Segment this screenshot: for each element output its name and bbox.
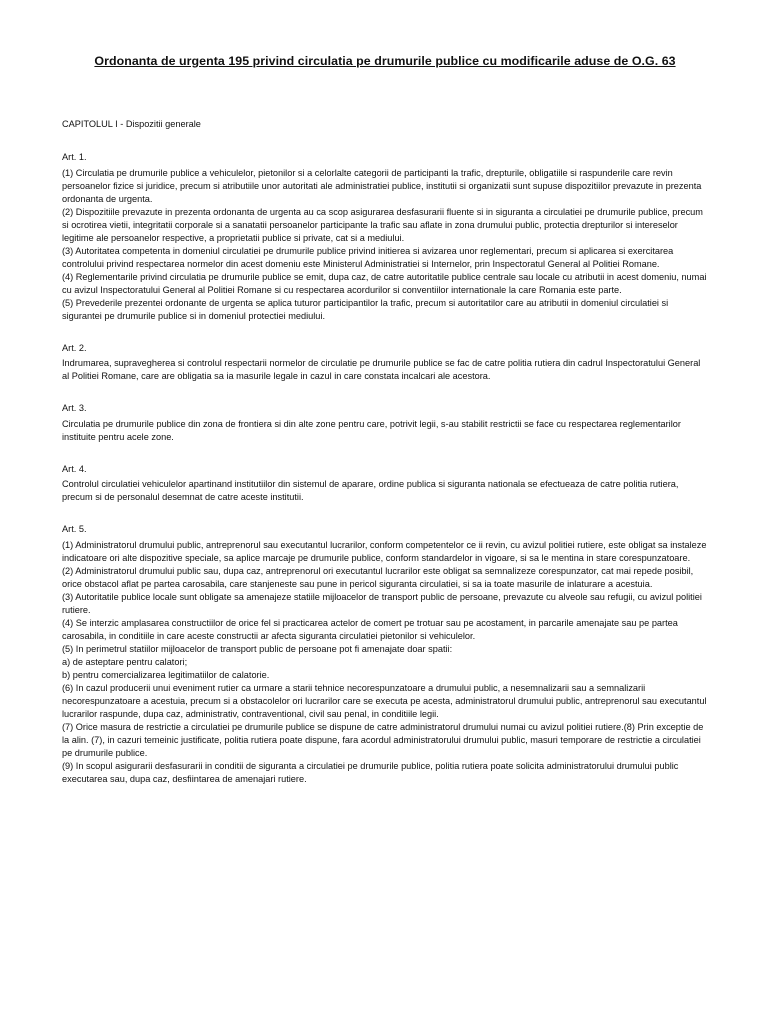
article-paragraph: b) pentru comercializarea legitimatiilor de calatorie. [62, 669, 270, 680]
article-paragraph: (3) Autoritatile publice locale sunt obligate sa amenajeze statiile mijloacelor de transport public de persoane, prevazute cu alveole sau refugii, cu avizul politiei rutiere. [62, 591, 702, 615]
article-4 [62, 463, 708, 505]
article-3 [62, 402, 708, 444]
article-paragraph: (2) Dispozitiile prevazute in prezenta ordonanta de urgenta au ca scop asigurarea desfasurarii fluente si in siguranta a circulatiei pe drumurile publice, precum si ocrotirea vietii, integritatii corporale si a sanatatii persoanelor participante la trafic sau aflate in zona drumului public, protectia drepturilor si intereselor legitime ale persoanelor respective, a proprietatii publice si private, cat si a mediului. [62, 206, 703, 243]
article-paragraph: (9) In scopul asigurarii desfasurarii in conditii de siguranta a circulatiei pe drumurile publice, politia rutiera poate solicita administratorului drumului public executarea sau, dupa caz, desfiintarea de amenajari rutiere. [62, 760, 679, 784]
article-paragraph: Indrumarea, supravegherea si controlul respectarii normelor de circulatie pe drumurile publice se fac de catre politia rutiera din cadrul Inspectoratului General al Politiei Romane, care are obligatia sa ia masurile legale in cazul in care constata incalcari ale acestora. [62, 358, 701, 382]
article-paragraph: (4) Se interzic amplasarea constructiilor de orice fel si practicarea actelor de comert pe trotuar sau pe acostament, in parcarile amenajate sau pe partea carosabila, in conditiile in care aceste constructii ar afecta siguranta circulatiei pietonilor si vehiculelor. [62, 617, 678, 641]
article-paragraph: (5) Prevederile prezentei ordonante de urgenta se aplica tuturor participantilor la trafic, precum si autoritatilor care au atributii in domeniul circulatiei si sigurantei pe drumurile publice si in domeniul protectiei mediului. [62, 297, 669, 321]
article-heading: Art. 5. [62, 524, 87, 535]
article-heading: Art. 1. [62, 152, 87, 162]
article-heading: Art. 3. [62, 403, 87, 414]
article-paragraph: (2) Administratorul drumului public sau, dupa caz, antreprenorul ori executantul lucrarilor este obligat sa semnalizeze corespunzator, cat mai repede posibil, orice obstacol aflat pe partea carosabila, care stanjeneste sau pune in pericol siguranta circulatiei, si sa ia toate masurile de inlaturare a acestuia. [62, 565, 694, 589]
article-paragraph: (1) Administratorul drumului public, antreprenorul sau executantul lucrarilor, conform competentelor ce ii revin, cu avizul politiei rutiere, este obligat sa instaleze indicatoare ori alte dispozitive speciale, sa aplice marcaje pe drumurile publice, conform standardelor in vigoare, si sa le mentina in stare corespunzatoare. [62, 539, 707, 563]
article-paragraph: (3) Autoritatea competenta in domeniul circulatiei pe drumurile publice privind initierea si avizarea unor reglementari, precum si aplicarea si exercitarea controlului privind respectarea normelor din acest domeniu este Ministerul Administratiei si Internelor, prin Inspectoratul General al Politiei Romane. [62, 245, 674, 269]
article-1 [62, 151, 708, 323]
article-5 [62, 523, 708, 786]
article-heading: Art. 4. [62, 463, 87, 474]
chapter-heading: CAPITOLUL I - Dispozitii generale [62, 119, 201, 129]
article-paragraph: (5) In perimetrul statiilor mijloacelor de transport public de persoane pot fi amenajate doar spatii: [62, 643, 453, 654]
article-heading: Art. 2. [62, 342, 87, 353]
article-2 [62, 342, 708, 384]
document-title: Ordonanta de urgenta 195 privind circulatia pe drumurile publice cu modificarile aduse de O.G. 63 [94, 54, 676, 68]
article-paragraph: Controlul circulatiei vehiculelor apartinand institutiilor din sistemul de aparare, ordine publica si siguranta nationala se efectueaza de catre politia rutiera, precum si de personalul desemnat de catre aceste institutii. [62, 479, 679, 503]
article-paragraph: (4) Reglementarile privind circulatia pe drumurile publice se emit, dupa caz, de catre autoritatile publice centrale sau locale cu atributii in acest domeniu, numai cu avizul Inspectoratului General al Politiei Romane si cu respectarea acordurilor si conventiilor internationale la care Romania este parte. [62, 271, 707, 295]
article-paragraph: a) de asteptare pentru calatori; [62, 656, 188, 667]
article-paragraph: (1) Circulatia pe drumurile publice a vehiculelor, pietonilor si a celorlalte categorii de participanti la trafic, drepturile, obligatiile si raspunderile care revin persoanelor fizice si juridice, precum si atributiile unor autoritati ale administratiei publice, institutii si organizatii sunt supuse dispozitiilor prevazute in prezenta ordonanta de urgenta. [62, 167, 702, 204]
article-paragraph: (6) In cazul producerii unui eveniment rutier ca urmare a starii tehnice necorespunzatoare a drumului public, a nesemnalizarii sau a semnalizarii necorespunzatoare a acestuia, precum si a obstacolelor ori lucrarilor care se executa pe acesta, administratorul drumului public, antreprenorul sau executantul lucrarilor raspunde, dupa caz, administrativ, contraventional, civil sau penal, in conditiile legii. [62, 682, 707, 719]
article-paragraph: Circulatia pe drumurile publice din zona de frontiera si din alte zone pentru care, potrivit legii, s-au stabilit restrictii se face cu respectarea reglementarilor instituite pentru acele zone. [62, 418, 681, 442]
article-paragraph: (7) Orice masura de restrictie a circulatiei pe drumurile publice se dispune de catre administratorul drumului numai cu avizul politiei rutiere.(8) Prin exceptie de la alin. (7), in cazuri temeinic justificate, politia rutiera poate dispune, fara acordul administratorului drumului public, masuri temporare de restrictie a circulatiei pe drumurile publice. [62, 721, 704, 758]
document-page [62, 54, 708, 805]
